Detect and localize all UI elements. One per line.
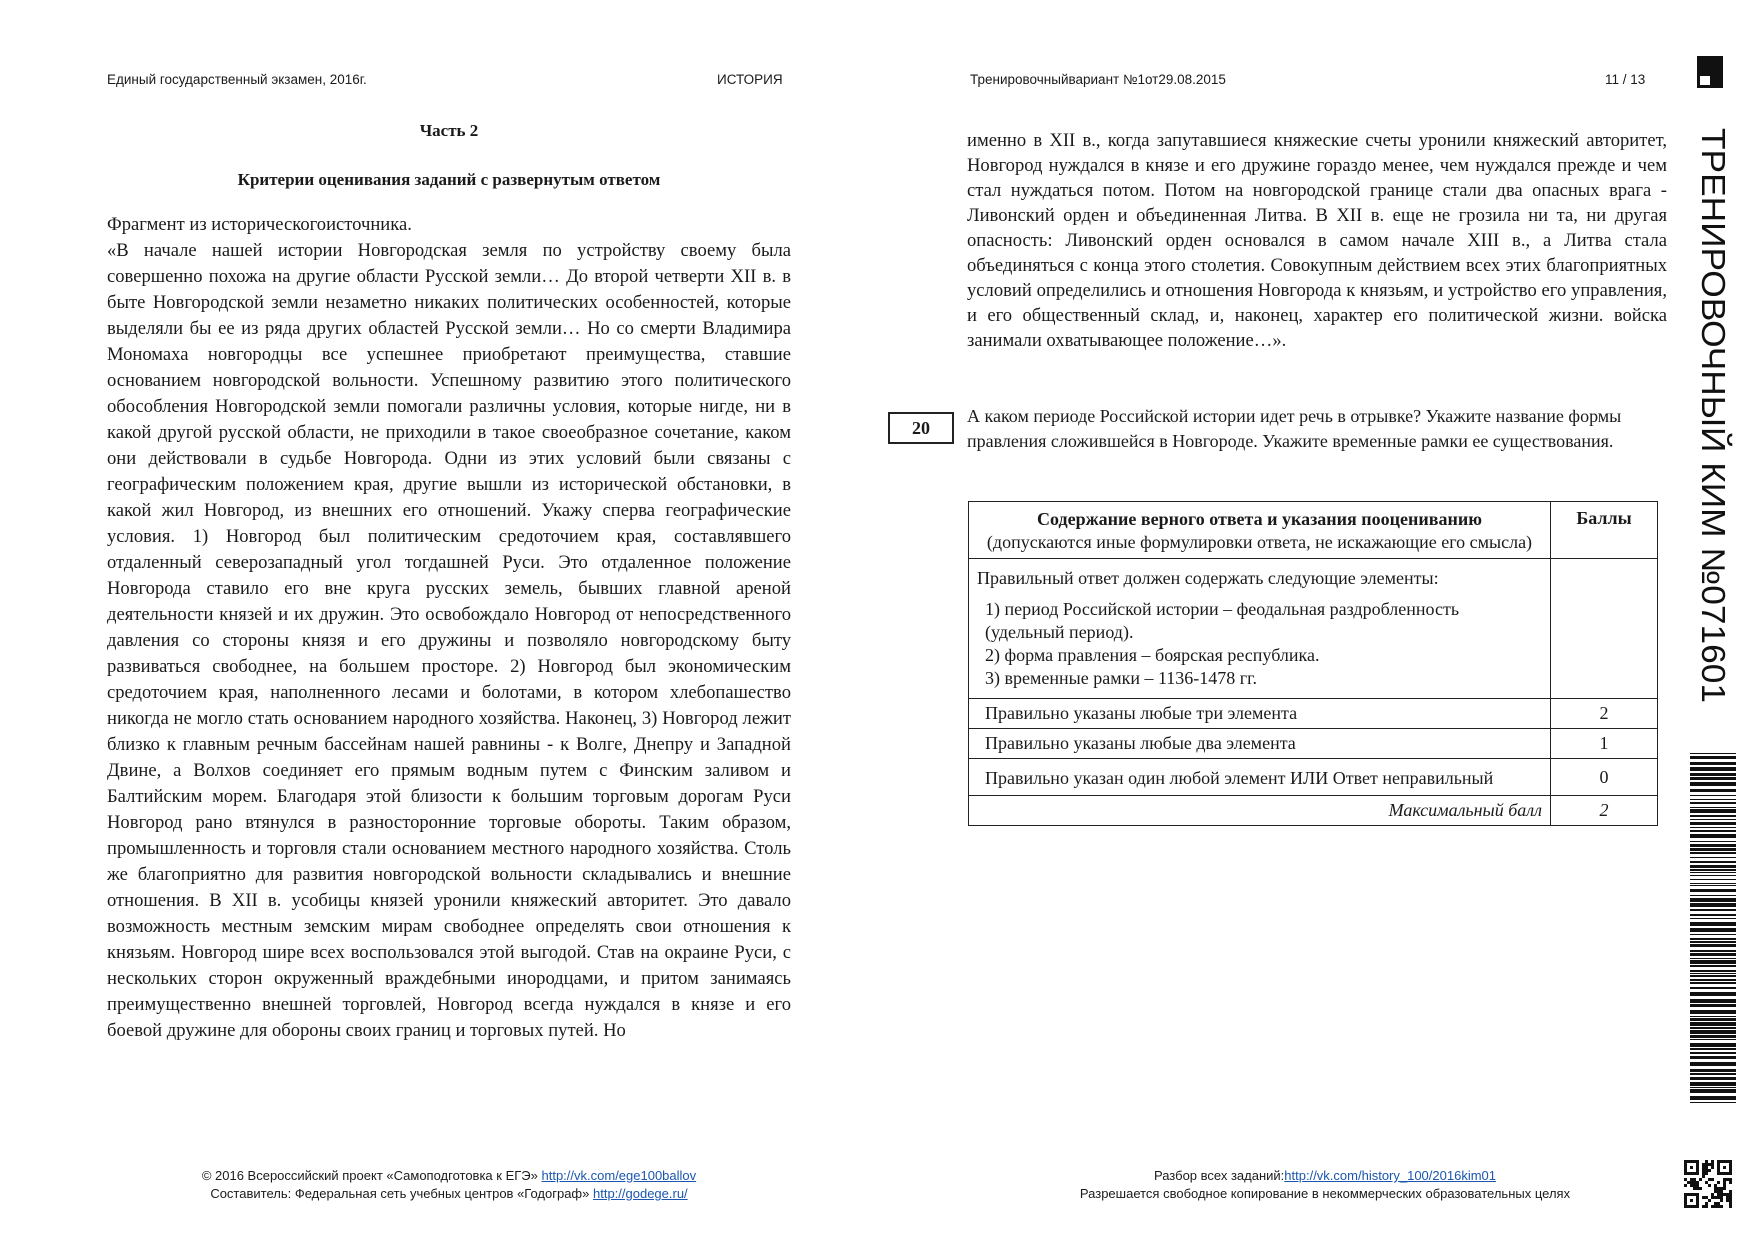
page-number: 11 / 13 xyxy=(1605,72,1646,87)
answer-score-empty xyxy=(1551,559,1658,699)
max-score-label: Максимальный балл xyxy=(969,796,1551,826)
footer-left xyxy=(107,1167,791,1203)
header-exam: Единый государственный экзамен, 2016г. xyxy=(107,72,367,87)
max-score-value: 2 xyxy=(1551,796,1658,826)
answer-cell xyxy=(969,559,1551,699)
criterion-text: Правильно указаны любые три элемента xyxy=(969,699,1551,729)
criterion-text: Правильно указан один любой элемент ИЛИ Ответ неправильный xyxy=(969,759,1551,796)
footer-link-history[interactable]: http://vk.com/history_100/2016kim01 xyxy=(1284,1168,1497,1183)
answer-intro: Правильный ответ должен содержать следующие элементы: xyxy=(977,568,1439,588)
criterion-score: 0 xyxy=(1551,759,1658,796)
table-header-row xyxy=(969,502,1658,559)
footer-author: Составитель: Федеральная сеть учебных центров «Годограф» xyxy=(210,1186,590,1201)
table-row xyxy=(969,699,1658,729)
footer-project: © 2016 Всероссийский проект «Самоподготовка к ЕГЭ» xyxy=(201,1168,538,1183)
corner-marker-icon xyxy=(1697,56,1723,88)
footer-review: Разбор всех заданий: xyxy=(1153,1168,1285,1183)
vertical-title-text: ТРЕНИРОВОЧНЫЙ КИМ №071601 xyxy=(1695,128,1732,666)
table-row xyxy=(969,759,1658,796)
vertical-title xyxy=(1690,128,1736,728)
qr-code-icon xyxy=(1684,1160,1732,1208)
footer-link-godege[interactable]: http://godege.ru/ xyxy=(592,1186,688,1201)
table-header-content xyxy=(969,502,1551,559)
source-text-continued: именно в XII в., когда запутавшиеся княжеские счеты уронили княжеский авторитет, Новгород нуждался в князе и его дружине гораздо менее, чем нуждался прежде и чем стал нуждаться потом. Потом на новгородской границе стали два опасных врага - Ливонский орден и объединенная Литва. В XII в. еще не грозила ни та, ни другая опасность: Ливонский орден основался в самом начале XIII в., а Литва стала объединяться с конца этого столетия. Совокупным действием всех этих благоприятных условий определились и отношения Новгорода к князьям, и устройство его управления, и его общественный склад, и, наконец, характер его политической жизни. войска занимали охватывающее положение…». xyxy=(967,130,1667,351)
table-max-row xyxy=(969,796,1658,826)
answer-item: 1) период Российской истории – феодальная раздробленность (удельный период). xyxy=(985,599,1460,642)
header-subject: ИСТОРИЯ xyxy=(717,72,783,87)
table-header-score: Баллы xyxy=(1551,502,1658,559)
source-intro: Фрагмент из историческогоисточника. xyxy=(107,214,412,235)
criteria-title: Критерии оценивания заданий с развернутым ответом xyxy=(237,170,661,189)
criterion-score: 1 xyxy=(1551,729,1658,759)
footer-link-vk[interactable]: http://vk.com/ege100ballov xyxy=(541,1168,697,1183)
criterion-text: Правильно указаны любые два элемента xyxy=(969,729,1551,759)
answer-item: 3) временные рамки – 1136-1478 гг. xyxy=(985,668,1258,688)
left-column xyxy=(107,118,791,1044)
criteria-table xyxy=(968,501,1658,826)
barcode-icon xyxy=(1690,753,1736,1103)
footer-copy-note: Разрешается свободное копирование в некоммерческих образовательных целях xyxy=(1079,1186,1571,1201)
criterion-score: 2 xyxy=(1551,699,1658,729)
answer-item: 2) форма правления – боярская республика. xyxy=(985,645,1320,665)
task-number: 20 xyxy=(888,412,954,444)
task-question: А каком периоде Российской истории идет речь в отрывке? Укажите название формы правления сложившейся в Новгороде. Укажите временные рамки ее существования. xyxy=(967,406,1622,451)
right-column xyxy=(967,128,1667,353)
table-answer-row xyxy=(969,559,1658,699)
table-header-note: (допускаются иные формулировки ответа, не искажающие его смысла) xyxy=(986,532,1533,552)
table-header-title: Содержание верного ответа и указания пооцениванию xyxy=(1037,509,1482,529)
footer-right xyxy=(985,1167,1665,1203)
table-row xyxy=(969,729,1658,759)
part-title: Часть 2 xyxy=(419,121,479,140)
source-text: «В начале нашей истории Новгородская земля по устройству своему была совершенно похожа на другие области Русской земли… До второй четверти XII в. в быте Новгородской земли незаметно никаких политических особенностей, которые выделяли бы ее из ряда других областей Русской земли… Но со смерти Владимира Мономаха новгородцы все успешнее приобретают преимущества, ставшие основанием новгородской вольности. Успешному развитию этого политического обособления Новгородской земли помогали различны условия, которые нигде, ни в какой другой русской области, не приходили в такое своеобразное сочетание, каком они действовали в судьбе Новгорода. Одни из этих условий были связаны с географическим положением края, другие вышли из исторической обстановки, в какой жил Новгород, из внешних его отношений. Укажу сперва географические условия. 1) Новгород был политическим средоточием края, составлявшего отдаленный северозападный угол тогдашней Руси. Это отдаленное положение Новгорода ставило его вне круга русских земель, бывших главной ареной деятельности князей и их дружин. Это освобождало Новгород от непосредственного давления со стороны князя и его дружины и позволяло новгородскому быту развиваться свободнее, на большем просторе. 2) Новгород был экономическим средоточием края, наполненного лесами и болотами, в котором хлебопашество никогда не могло стать основанием народного хозяйства. Наконец, 3) Новгород лежит близко к главным речным бассейнам нашей равнины - к Волге, Днепру и Западной Двине, а Волхов соединяет его прямым водным путем с Финским заливом и Балтийским морем. Благодаря этой близости к большим торговым дорогам Руси Новгород рано втянулся в разносторонние торговые обороты. Таким образом, промышленность и торговля стали основанием местного народного хозяйства. Столь же благоприятно для развития новгородской вольности складывались и внешние отношения. В XII в. усобицы князей уронили княжеский авторитет. Это давало возможность местным земским мирам свободнее определять свои отношения к князьям. Новгород шире всех воспользовался этой выгодой. Став на окраине Руси, с нескольких сторон окруженный враждебными инородцами, и притом занимаясь преимущественно внешней торговлей, Новгород всегда нуждался в князе и его боевой дружине для обороны своих границ и торговых путей. Но xyxy=(107,240,791,1041)
header-variant: Тренировочныйвариант №1от29.08.2015 xyxy=(970,72,1226,87)
